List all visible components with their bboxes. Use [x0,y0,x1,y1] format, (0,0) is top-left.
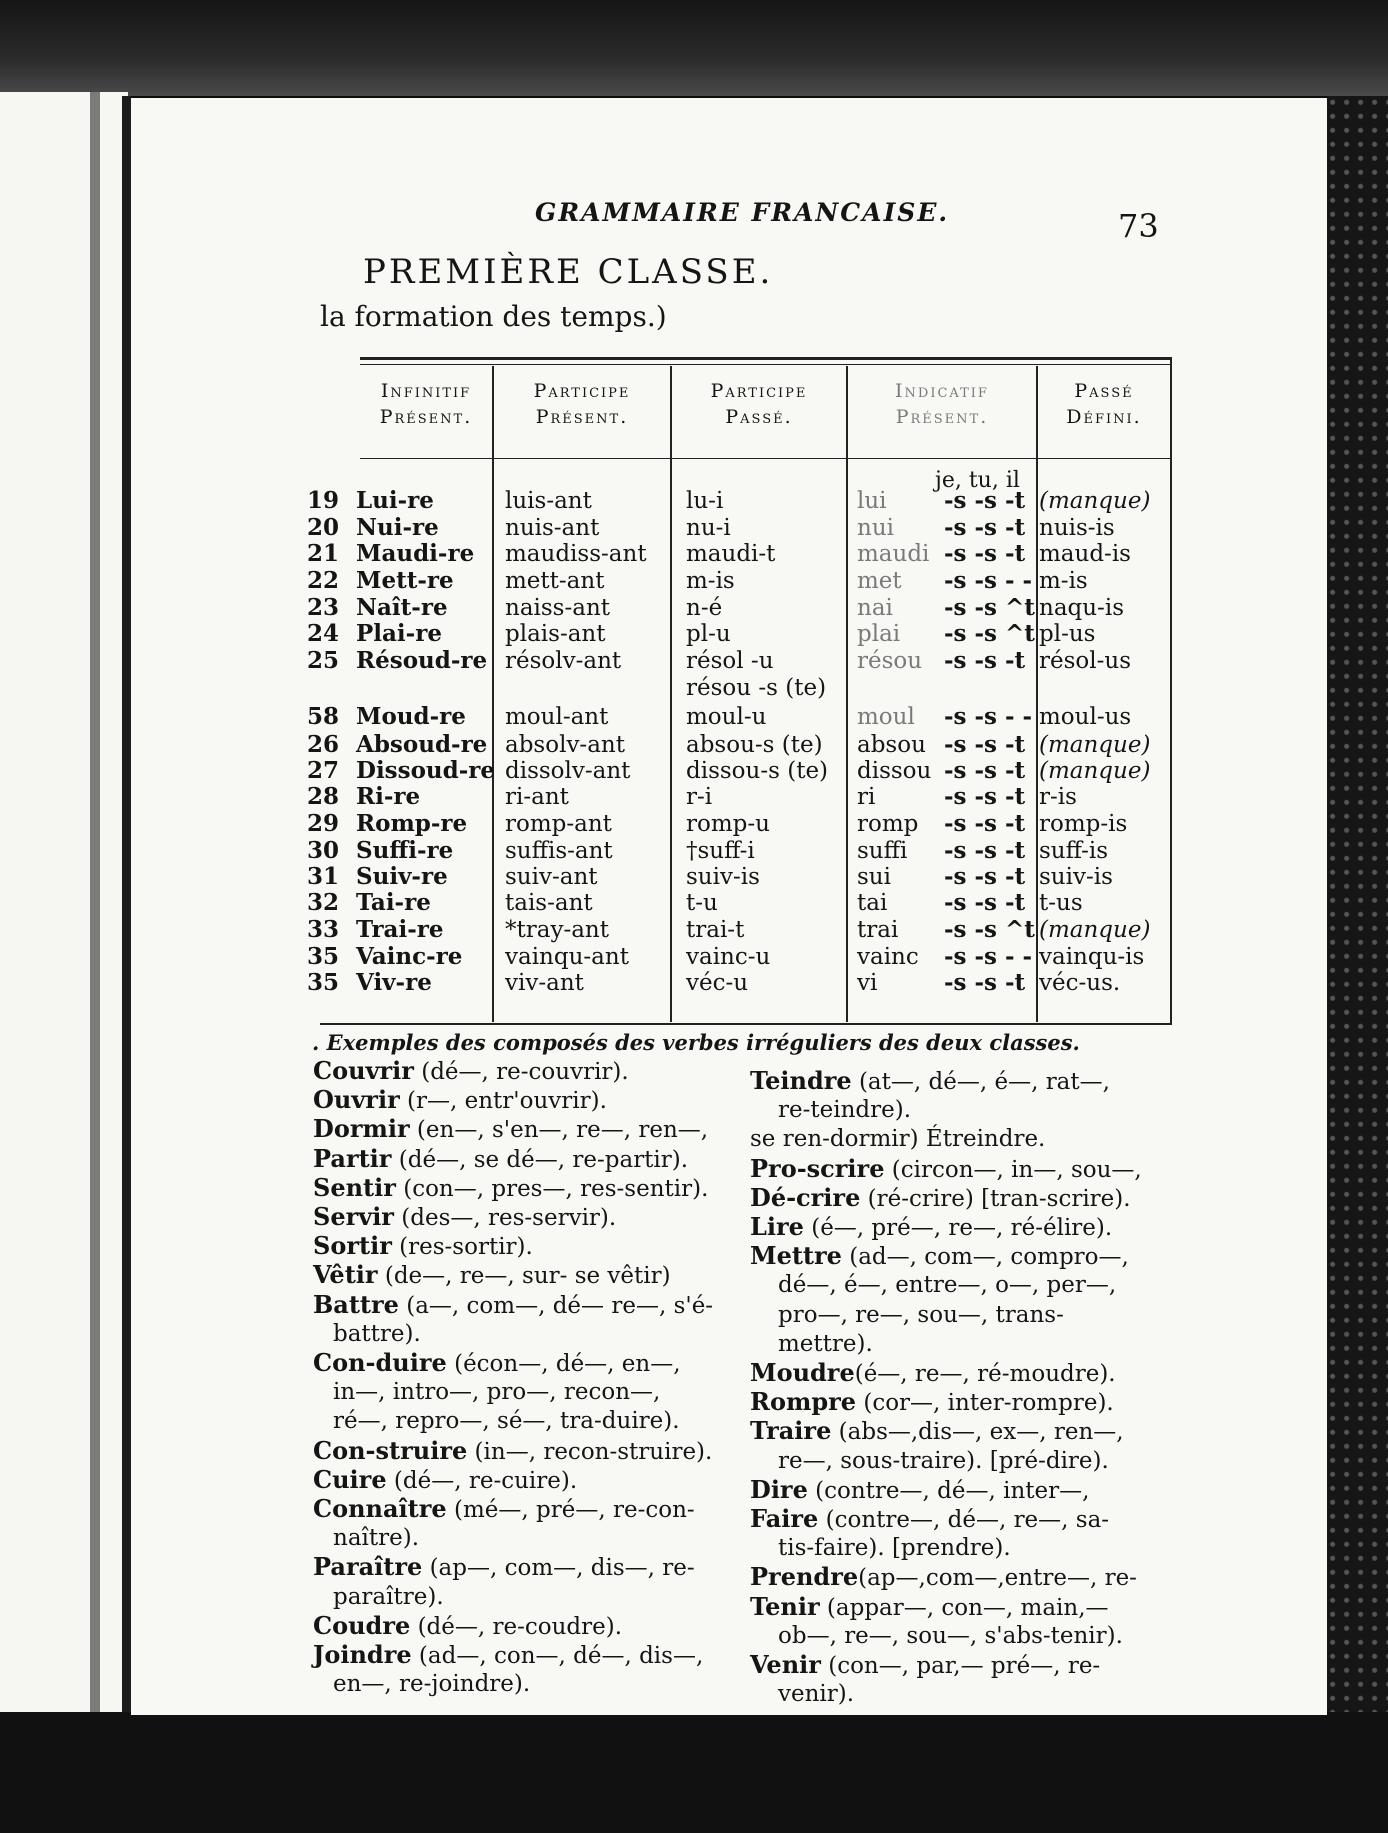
compound-list: (ap—, com—, dis—, re- [422,1555,695,1582]
passe-defini-cell: suiv-is [1039,864,1113,890]
verb-keyword: Battre [313,1289,399,1319]
past-participle-cell: maudi-t [686,541,776,567]
present-participle-cell: romp-ant [505,811,612,837]
verb-keyword: Pro-scrire [750,1153,885,1183]
infinitive-cell: Ri-re [356,783,421,810]
column-divider [492,366,494,1022]
compound-list: (contre—, dé—, inter—, [807,1477,1090,1504]
compound-list: tis-faire). [prendre). [778,1535,1011,1562]
row-number: 32 [306,889,339,916]
present-participle-cell: ri-ant [505,784,569,810]
indicative-stem-cell: trai [857,917,899,943]
example-line [313,1350,681,1377]
passe-defini-cell: pl-us [1039,621,1096,647]
example-line [313,1262,671,1289]
indicative-stem-cell: romp [857,811,919,837]
infinitive-cell: Mett-re [356,567,454,594]
compound-list: battre). [333,1320,421,1347]
example-line [313,1496,695,1523]
past-participle-cell: suiv-is [686,864,760,890]
past-participle-cell: nu-i [686,515,731,541]
compound-list: re-teindre). [778,1097,912,1124]
compound-list: (dé—, re-coudre). [410,1613,623,1640]
verb-keyword: Rompre [750,1387,857,1417]
scan-bottom-border [0,1712,1388,1833]
row-number: 28 [306,783,339,810]
row-number: 33 [306,916,339,943]
row-number: 21 [306,540,339,567]
example-line [750,1564,1137,1591]
column-header-passe-defini [1040,378,1168,430]
present-participle-cell: moul-ant [505,704,609,730]
indicative-stem-cell: nui [857,515,894,541]
passe-defini-cell: r-is [1039,784,1077,810]
compound-list: pro—, re—, sou—, trans- [778,1301,1064,1328]
compound-list: (appar—, con—, main,— [819,1594,1109,1621]
present-participle-cell: mett-ant [505,568,605,594]
past-participle-cell: résol -u [686,648,774,674]
compound-list: mettre). [778,1330,873,1357]
passe-defini-cell: résol-us [1039,648,1131,674]
example-line [313,1464,578,1494]
indicative-endings-cell: -s -s -t [944,889,1026,916]
verb-keyword: Teindre [750,1066,852,1095]
indicative-endings-cell: -s -s -t [944,731,1026,758]
past-participle-cell: m-is [686,568,735,594]
compound-list: (at—, dé—, é—, rat—, [851,1069,1110,1095]
indicative-stem-cell: dissou [857,758,932,784]
header-line: Présent. [535,406,629,428]
scan-top-border [0,0,1388,96]
example-line [333,1321,421,1347]
present-participle-cell: plais-ant [505,621,606,647]
passe-defini-cell: (manque) [1039,917,1151,943]
indicative-stem-cell: maudi [857,541,930,567]
example-line [313,1204,616,1231]
compound-list: paraître). [333,1583,444,1610]
past-participle-cell: résou -s (te) [686,675,827,701]
present-participle-cell: tais-ant [505,890,593,916]
present-participle-cell: résolv-ant [505,648,622,674]
column-divider [670,366,672,1022]
present-participle-cell: suffis-ant [505,838,613,864]
row-number: 24 [306,620,339,647]
verb-keyword: Servir [313,1202,394,1231]
passe-defini-cell: véc-us. [1039,970,1121,996]
indicative-endings-cell: -s -s -t [944,647,1026,674]
verb-keyword: Dé-crire [750,1182,861,1212]
compound-list: (res-sortir). [391,1234,533,1261]
example-line [313,1642,703,1669]
book-spine [122,96,131,1716]
compound-list: (r—, entr'ouvrir). [399,1088,607,1115]
indicative-stem-cell: absou [857,732,926,758]
indicative-endings-cell: -s -s - - [944,943,1033,970]
indicative-endings-cell: -s -s - - [944,703,1033,730]
header-line: Infinitif [380,380,472,402]
example-line [750,1389,1114,1416]
indicative-endings-cell: -s -s -t [944,969,1026,996]
example-line [750,1126,1045,1152]
compound-list: (ad—, con—, dé—, dis—, [411,1643,704,1669]
verb-keyword: Lire [750,1212,804,1241]
verb-keyword: Cuire [313,1464,387,1494]
indicative-stem-cell: sui [857,864,891,890]
column-header-infinitif [365,378,487,430]
present-participle-cell: dissolv-ant [505,758,631,784]
verb-keyword: Vêtir [313,1260,378,1290]
verb-keyword: Traire [750,1416,832,1446]
infinitive-cell: Romp-re [356,810,468,837]
column-divider [846,366,848,1022]
indicative-endings-cell: -s -s -t [944,863,1026,890]
past-participle-cell: dissou-s (te) [686,758,829,784]
compound-list: (cor—, inter-rompre). [856,1390,1114,1417]
indicative-endings-cell: -s -s -t [944,757,1026,784]
example-line [778,1448,1109,1474]
example-line [333,1408,680,1434]
compound-list: (des—, res-servir). [393,1205,617,1231]
verb-keyword: Con-struire [313,1435,468,1465]
present-participle-cell: suiv-ant [505,864,598,890]
verb-keyword: Faire [750,1504,819,1533]
indicative-endings-cell: -s -s ^t [944,594,1035,621]
verb-keyword: Moudre [750,1358,855,1387]
passe-defini-cell: t-us [1039,890,1083,916]
verb-keyword: Prendre [750,1562,859,1592]
past-participle-cell: †suff-i [686,838,755,864]
row-number: 19 [306,487,339,514]
infinitive-cell: Absoud-re [356,731,488,758]
example-line [333,1525,419,1551]
past-participle-cell: absou-s (te) [686,732,823,758]
verb-keyword: Joindre [313,1640,412,1669]
indicative-stem-cell: ri [857,784,876,810]
example-line [778,1272,1116,1298]
column-header-participe-passe [676,378,842,430]
column-header-participe-present [498,378,666,430]
table-bottom-rule [320,1023,1172,1025]
example-line [778,1623,1123,1649]
compound-list: naître). [333,1525,420,1552]
verb-keyword: Sentir [313,1172,396,1202]
example-line [750,1182,1131,1212]
example-line [750,1068,1110,1095]
past-participle-cell: moul-u [686,704,767,730]
passe-defini-cell: maud-is [1039,541,1131,567]
verb-keyword: Dire [750,1474,808,1504]
example-line [778,1302,1064,1328]
column-header-indicatif-present [852,378,1032,430]
compound-list: (con—, par,— pré—, re- [820,1653,1101,1679]
passe-defini-cell: moul-us [1039,704,1132,730]
compound-list: (dé—, se dé—, re-partir). [391,1146,689,1173]
scan-right-border [1327,96,1388,1833]
compound-list: (abs—,dis—, ex—, ren—, [831,1419,1124,1446]
compound-list: en—, re-joindre). [333,1671,531,1698]
indicative-endings-cell: -s -s -t [944,514,1026,541]
subtitle: la formation des temps.) [320,300,667,333]
passe-defini-cell: suff-is [1039,838,1109,864]
present-participle-cell: absolv-ant [505,732,625,758]
compound-list: (mé—, pré—, re-con- [446,1497,695,1523]
compound-list: re—, sous-traire). [pré-dire). [778,1447,1109,1474]
example-line [750,1418,1124,1445]
row-number: 31 [306,863,339,890]
example-line [313,1116,708,1143]
table-top-rule-2 [360,364,1172,365]
compound-list: (en—, s'en—, re—, ren—, [409,1117,709,1144]
indicative-stem-cell: plai [857,621,901,647]
verb-keyword: Ouvrir [313,1085,400,1115]
example-line [778,1331,873,1357]
header-line: Participe [710,380,808,402]
verb-keyword: Paraître [313,1552,423,1582]
present-participle-cell: vainqu-ant [505,944,629,970]
indicative-endings-cell: -s -s -t [944,810,1026,837]
past-participle-cell: véc-u [686,970,749,996]
past-participle-cell: t-u [686,890,718,916]
verb-keyword: Mettre [750,1241,842,1271]
passe-defini-cell: (manque) [1039,488,1151,514]
compound-list: ob—, re—, sou—, s'abs-tenir). [778,1622,1123,1649]
verb-keyword: Tenir [750,1591,820,1621]
row-number: 23 [306,594,339,621]
past-participle-cell: vainc-u [686,944,771,970]
header-line: Défini. [1066,406,1142,428]
running-head: GRAMMAIRE FRANCAISE. [535,198,950,227]
verb-keyword: Couvrir [313,1056,414,1085]
infinitive-cell: Maudi-re [356,540,475,567]
verb-keyword: Coudre [313,1610,411,1640]
facing-page-shadow [90,92,100,1712]
infinitive-cell: Suiv-re [356,863,448,890]
infinitive-cell: Résoud-re [356,647,488,674]
class-title: PREMIÈRE CLASSE. [363,252,774,292]
row-number: 30 [306,837,339,864]
example-line [313,1233,533,1260]
indicative-endings-cell: -s -s ^t [944,916,1035,943]
indicative-stem-cell: nai [857,595,893,621]
infinitive-cell: Nui-re [356,514,439,541]
present-participle-cell: viv-ant [505,970,584,996]
compound-list: (é—, re—, ré-moudre). [854,1361,1116,1387]
present-participle-cell: luis-ant [505,488,592,514]
example-line [778,1535,1011,1561]
compound-list: (ré-crire) [tran-scrire). [860,1185,1131,1212]
example-line [750,1474,1090,1504]
indicative-stem-cell: vainc [857,944,919,970]
passe-defini-cell: naqu-is [1039,595,1124,621]
row-number: 20 [306,514,339,541]
infinitive-cell: Dissoud-re [356,757,496,784]
indicative-stem-cell: vi [857,970,878,996]
row-number: 35 [306,969,339,996]
indicative-endings-cell: -s -s -t [944,837,1026,864]
header-line: Passé. [725,406,793,428]
compound-list: (ad—, com—, compro—, [841,1244,1129,1271]
present-participle-cell: naiss-ant [505,595,611,621]
person-labels: je, tu, il [935,468,1020,493]
infinitive-cell: Plai-re [356,620,442,647]
facing-page-edge [0,92,128,1712]
passe-defini-cell: vainqu-is [1039,944,1145,970]
verb-keyword: Partir [313,1143,392,1173]
infinitive-cell: Viv-re [356,969,432,996]
example-line [313,1172,709,1202]
passe-defini-cell: romp-is [1039,811,1128,837]
example-line [313,1087,607,1114]
past-participle-cell: trai-t [686,917,745,943]
examples-title: . Exemples des composés des verbes irréguliers des deux classes. [312,1030,1080,1055]
compound-list: (écon—, dé—, en—, [446,1351,681,1377]
column-divider [1170,360,1172,1024]
indicative-endings-cell: -s -s -t [944,487,1026,514]
infinitive-cell: Naît-re [356,594,448,621]
indicative-endings-cell: -s -s - - [944,567,1033,594]
compound-list: (con—, pres—, res-sentir). [395,1175,709,1202]
example-line [313,1610,623,1640]
table-top-rule [360,357,1172,360]
compound-list: (é—, pré—, re—, ré-élire). [803,1215,1113,1241]
compound-list: se ren-dormir) Étreindre. [750,1126,1046,1153]
compound-list: venir). [778,1681,855,1708]
past-participle-cell: n-é [686,595,723,621]
infinitive-cell: Lui-re [356,487,434,514]
row-number: 29 [306,810,339,837]
indicative-stem-cell: moul [857,704,915,730]
infinitive-cell: Suffi-re [356,837,454,864]
compound-list: (dé—, re-cuire). [386,1467,578,1494]
example-line [750,1591,1109,1621]
indicative-endings-cell: -s -s -t [944,540,1026,567]
header-line: Présent. [895,406,989,428]
example-line [750,1506,1109,1533]
example-line [750,1652,1100,1679]
row-number: 35 [306,943,339,970]
row-number: 26 [306,731,339,758]
infinitive-cell: Trai-re [356,916,444,943]
past-participle-cell: r-i [686,784,713,810]
example-line [313,1143,689,1173]
example-line [313,1289,714,1319]
row-number: 25 [306,647,339,674]
row-number: 27 [306,757,339,784]
example-line [333,1671,530,1697]
column-divider [1036,366,1038,1022]
indicative-stem-cell: lui [857,488,887,514]
passe-defini-cell: m-is [1039,568,1088,594]
verb-keyword: Venir [750,1650,821,1679]
indicative-endings-cell: -s -s ^t [944,620,1035,647]
header-line: Passé [1074,380,1134,402]
example-line [750,1153,1142,1183]
header-line: Présent. [379,406,473,428]
passe-defini-cell: nuis-is [1039,515,1115,541]
indicative-stem-cell: résou [857,648,923,674]
past-participle-cell: pl-u [686,621,731,647]
example-line [778,1681,854,1707]
verb-keyword: Sortir [313,1231,392,1261]
present-participle-cell: nuis-ant [505,515,600,541]
example-line [778,1097,911,1123]
compound-list: dé—, é—, entre—, o—, per—, [778,1272,1117,1299]
compound-list: (de—, re—, sur- se vêtir) [377,1263,671,1290]
infinitive-cell: Tai-re [356,889,431,916]
infinitive-cell: Vainc-re [356,943,463,970]
compound-list: ré—, repro—, sé—, tra-duire). [333,1408,680,1435]
compound-list: (ap—,com—,entre—, re- [858,1565,1137,1592]
example-line [313,1554,695,1581]
header-line: Participe [533,380,631,402]
example-line [750,1243,1129,1270]
example-line [750,1214,1112,1241]
compound-list: (contre—, dé—, re—, sa- [818,1507,1110,1533]
header-line: Indicatif [895,380,989,402]
example-line [333,1379,660,1405]
row-number: 58 [306,703,339,730]
infinitive-cell: Moud-re [356,703,466,730]
example-line [313,1058,629,1085]
present-participle-cell: *tray-ant [505,917,609,943]
past-participle-cell: lu-i [686,488,724,514]
present-participle-cell: maudiss-ant [505,541,647,567]
row-number: 22 [306,567,339,594]
compound-list: (dé—, re-couvrir). [413,1059,629,1085]
verb-keyword: Con-duire [313,1348,447,1377]
compound-list: (a—, com—, dé— re—, s'é- [398,1292,714,1319]
compound-list: (in—, recon-struire). [467,1438,713,1465]
indicative-stem-cell: met [857,568,902,594]
verb-keyword: Connaître [313,1494,447,1523]
example-line [333,1584,444,1610]
compound-list: in—, intro—, pro—, recon—, [333,1379,661,1406]
compound-list: (circon—, in—, sou—, [884,1156,1142,1183]
passe-defini-cell: (manque) [1039,732,1151,758]
past-participle-cell: romp-u [686,811,770,837]
indicative-endings-cell: -s -s -t [944,783,1026,810]
indicative-stem-cell: tai [857,890,888,916]
page-number: 73 [1118,207,1159,245]
indicative-stem-cell: suffi [857,838,908,864]
passe-defini-cell: (manque) [1039,758,1151,784]
header-underline [360,458,1172,459]
example-line [313,1435,713,1465]
example-line [750,1360,1116,1387]
verb-keyword: Dormir [313,1114,410,1144]
